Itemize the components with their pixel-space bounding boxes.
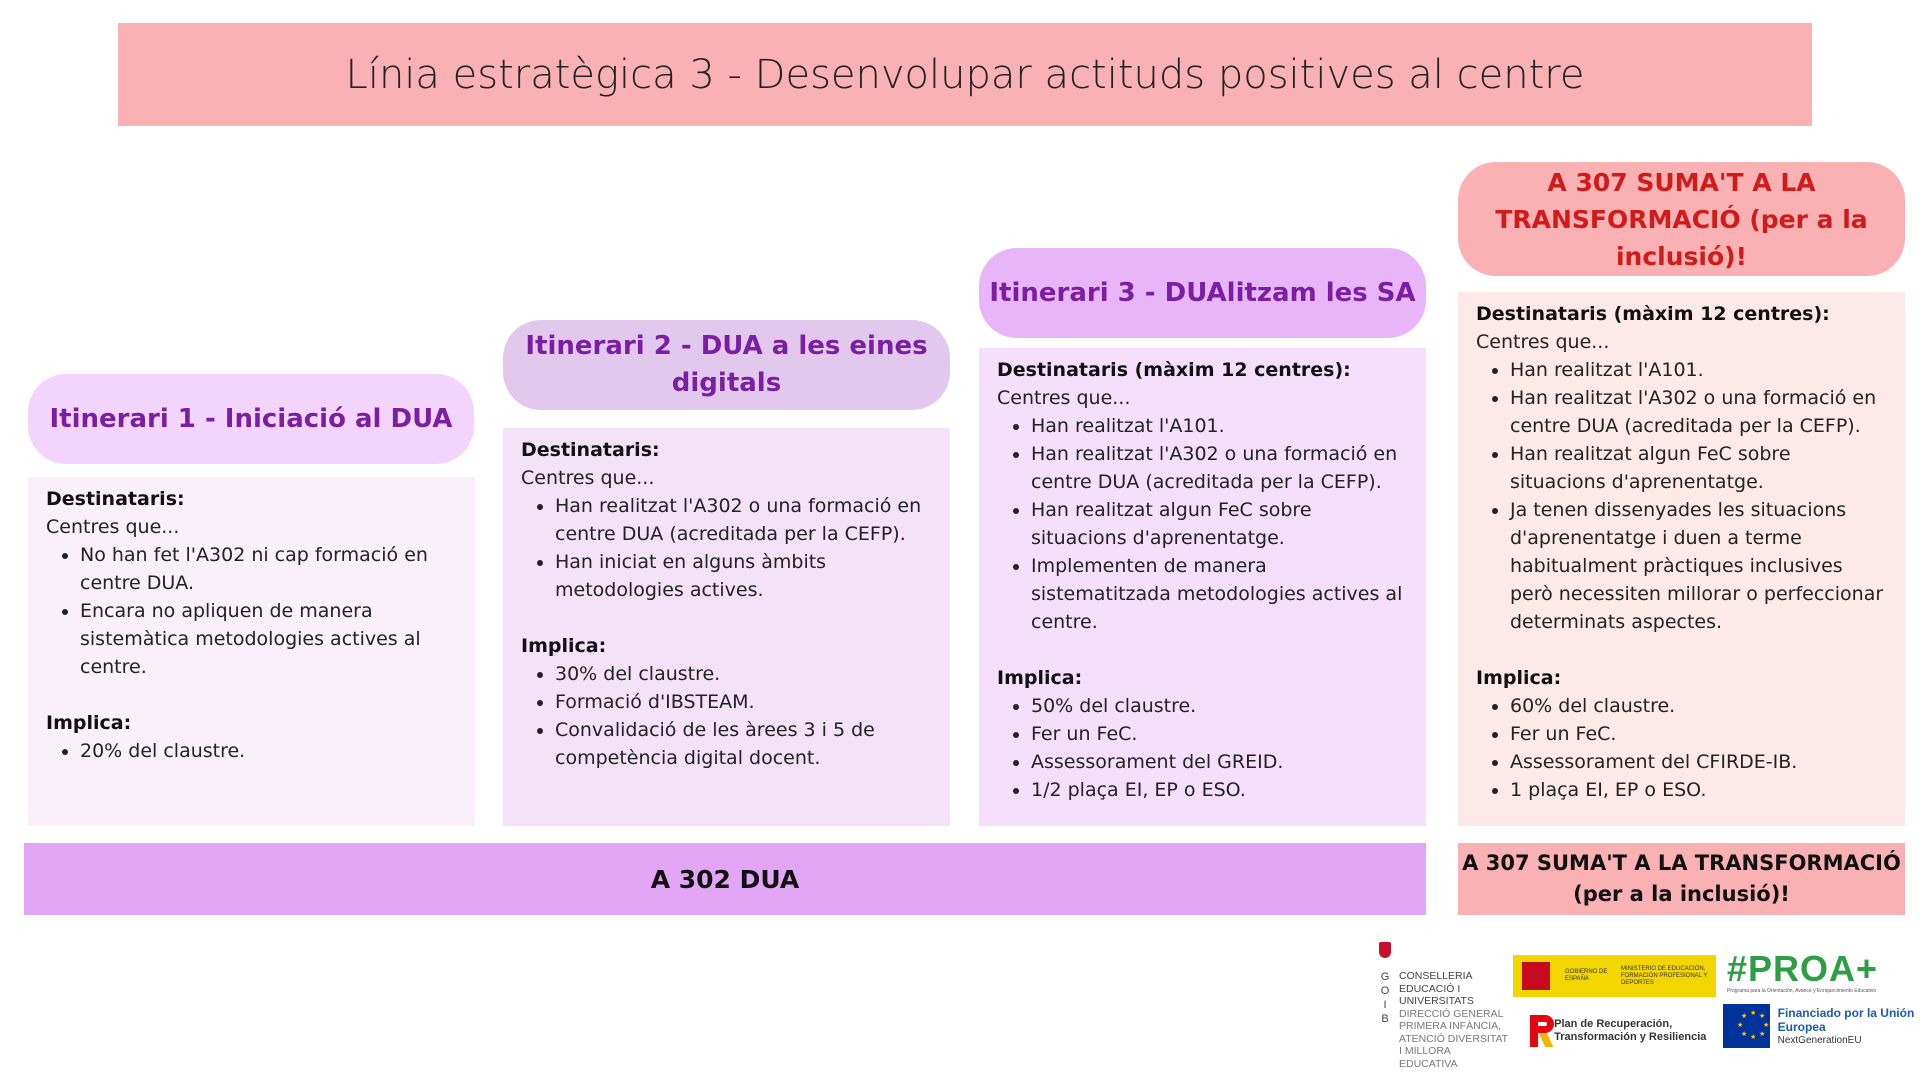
a307-bar: A 307 SUMA'T A LA TRANSFORMACIÓ (per a la inclusió)!: [1458, 843, 1905, 915]
list-item: • 30% del claustre.: [555, 660, 932, 688]
implica-list: [46, 737, 457, 765]
list-item: • Convalidació de les àrees 3 i 5 de competència digital docent.: [555, 716, 932, 772]
list-item: • Assessorament del CFIRDE-IB.: [1510, 748, 1887, 776]
destinataris-label: Destinataris:: [521, 439, 660, 461]
goib-conselleria: CONSELLERIA EDUCACIÓ I UNIVERSITATS: [1399, 970, 1474, 1007]
itinerari-1-card: [28, 477, 475, 826]
a302-bar: A 302 DUA: [24, 843, 1426, 915]
list-item: • 1 plaça EI, EP o ESO.: [1510, 776, 1887, 804]
intro-text: Centres que...: [521, 467, 655, 489]
list-item: • 1/2 plaça EI, EP o ESO.: [1031, 776, 1408, 804]
implica-list: [997, 692, 1408, 804]
list-item: • Fer un FeC.: [1031, 720, 1408, 748]
list-item: • Han realitzat l'A302 o una formació en centre DUA (acreditada per la CEFP).: [555, 492, 932, 548]
list-item: • Han realitzat l'A302 o una formació en centre DUA (acreditada per la CEFP).: [1510, 384, 1887, 440]
list-item: • Encara no apliquen de manera sistemàtica metodologies actives al centre.: [80, 597, 457, 681]
list-item: • 60% del claustre.: [1510, 692, 1887, 720]
page-title: Línia estratègica 3 - Desenvolupar actituds positives al centre: [118, 23, 1812, 126]
list-item: • 50% del claustre.: [1031, 692, 1408, 720]
goib-logo: [1377, 942, 1508, 1070]
itinerari-2-heading: Itinerari 2 - DUA a les eines digitals: [503, 320, 950, 410]
proa-logo: [1727, 950, 1919, 998]
ministerio-text: MINISTERIO DE EDUCACIÓN, FORMACIÓN PROFESIONAL Y DEPORTES: [1621, 965, 1708, 986]
goib-letters: G O I B: [1380, 971, 1390, 1025]
list-item: • Han realitzat algun FeC sobre situacions d'aprenentatge.: [1031, 496, 1408, 552]
a307-card: [1458, 292, 1905, 826]
intro-text: Centres que...: [997, 387, 1131, 409]
list-item: • Han realitzat l'A101.: [1510, 356, 1887, 384]
intro-text: Centres que...: [1476, 331, 1610, 353]
implica-list: [1476, 692, 1887, 804]
implica-list: [521, 660, 932, 772]
list-item: • Formació d'IBSTEAM.: [555, 688, 932, 716]
prtr-logo: [1526, 1010, 1716, 1052]
itinerari-3-card: [979, 348, 1426, 826]
conditions-list: [997, 412, 1408, 636]
conditions-list: [46, 541, 457, 681]
conditions-list: [521, 492, 932, 604]
goib-crest-icon: [1379, 942, 1391, 958]
eu-flag-icon: ★ ★ ★ ★ ★ ★ ★ ★: [1723, 1004, 1770, 1048]
destinataris-label: Destinataris (màxim 12 centres):: [1476, 303, 1830, 325]
implica-label: Implica:: [1476, 667, 1562, 689]
list-item: • Han realitzat l'A101.: [1031, 412, 1408, 440]
implica-label: Implica:: [521, 635, 607, 657]
eu-financiado: Financiado por la Unión Europea: [1777, 1005, 1915, 1034]
list-item: • Implementen de manera sistematitzada metodologies actives al centre.: [1031, 552, 1408, 636]
conditions-list: [1476, 356, 1887, 636]
gobierno-text: GOBIERNO DE ESPAÑA: [1565, 969, 1608, 982]
list-item: • Han realitzat l'A302 o una formació en centre DUA (acreditada per la CEFP).: [1031, 440, 1408, 496]
spain-shield-icon: [1519, 959, 1553, 993]
list-item: • No han fet l'A302 ni cap formació en centre DUA.: [80, 541, 457, 597]
itinerari-1-heading: Itinerari 1 - Iniciació al DUA: [28, 374, 474, 464]
prtr-icon: [1526, 1013, 1546, 1049]
a307-heading: A 307 SUMA'T A LA TRANSFORMACIÓ (per a la inclusió)!: [1458, 162, 1905, 276]
prtr-text: Plan de Recuperación, Transformación y Resiliencia: [1554, 1018, 1707, 1043]
eu-logo: [1723, 1004, 1919, 1048]
destinataris-label: Destinataris (màxim 12 centres):: [997, 359, 1351, 381]
goib-direccio: DIRECCIÓ GENERAL PRIMERA INFÀNCIA, ATENCIÓ DIVERSITAT I MILLORA EDUCATIVA: [1399, 1007, 1508, 1070]
implica-label: Implica:: [997, 667, 1083, 689]
list-item: • Han realitzat algun FeC sobre situacions d'aprenentatge.: [1510, 440, 1887, 496]
list-item: • Fer un FeC.: [1510, 720, 1887, 748]
proa-subtitle: Programa para la Orientación, Avance y Enriquecimiento Educativo: [1727, 988, 1877, 994]
itinerari-3-heading: Itinerari 3 - DUAlitzam les SA: [979, 248, 1426, 338]
eu-nextgen: NextGenerationEU: [1777, 1034, 1862, 1046]
itinerari-2-card: [503, 428, 950, 826]
destinataris-label: Destinataris:: [46, 488, 185, 510]
list-item: • 20% del claustre.: [80, 737, 457, 765]
list-item: • Ja tenen dissenyades les situacions d'aprenentatge i duen a terme habitualment pràctiques inclusives però necessiten millorar o perfeccionar determinats aspectes.: [1510, 496, 1887, 636]
proa-title: #PROA+: [1727, 948, 1879, 989]
gobierno-espana-logo: [1513, 955, 1716, 997]
implica-label: Implica:: [46, 712, 132, 734]
list-item: • Han iniciat en alguns àmbits metodologies actives.: [555, 548, 932, 604]
intro-text: Centres que...: [46, 516, 180, 538]
list-item: • Assessorament del GREID.: [1031, 748, 1408, 776]
